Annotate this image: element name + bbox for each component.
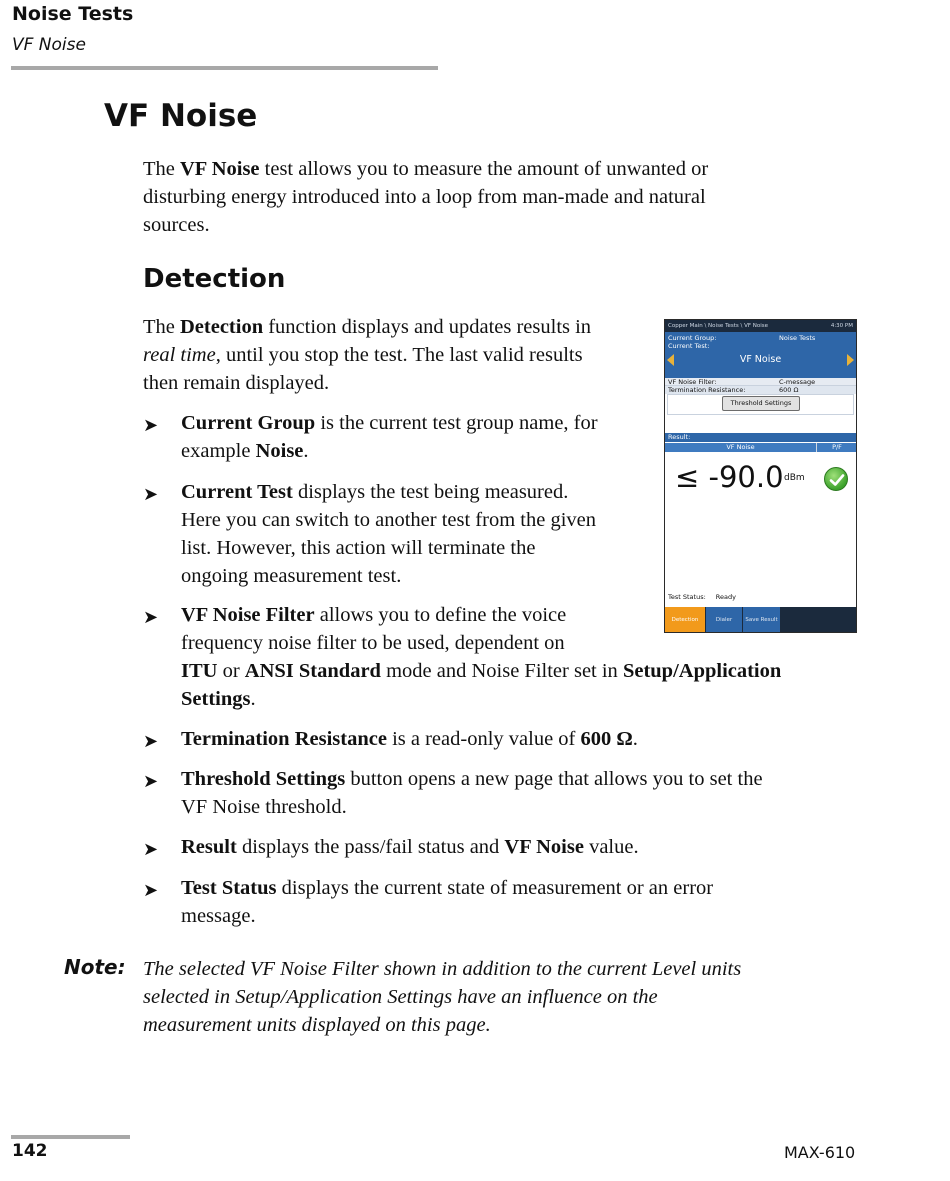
chapter-title: Noise Tests: [12, 3, 134, 25]
page-heading: VF Noise: [104, 98, 258, 134]
page-number: 142: [12, 1141, 48, 1161]
bullet-arrow-icon: ➤: [143, 731, 159, 751]
termination-label: Termination Resistance:: [668, 386, 746, 394]
device-tab-bar: [665, 607, 856, 633]
device-screenshot: [664, 319, 857, 633]
bullet-arrow-icon: ➤: [143, 415, 159, 435]
footer-rule: [11, 1135, 130, 1139]
filter-row: [665, 378, 856, 386]
current-test-selector[interactable]: [665, 351, 856, 369]
bullet-arrow-icon: ➤: [143, 484, 159, 504]
filter-value: C-message: [779, 378, 816, 386]
tab-dialer[interactable]: Dialer: [705, 607, 742, 633]
bullet-arrow-icon: ➤: [143, 839, 159, 859]
test-status-label: Test Status:: [668, 593, 706, 601]
threshold-settings-button[interactable]: Threshold Settings: [722, 396, 800, 411]
termination-value: 600 Ω: [779, 386, 799, 394]
current-group-label: Current Group:: [668, 334, 717, 342]
bullet-arrow-icon: ➤: [143, 880, 159, 900]
pass-check-icon: [824, 467, 848, 491]
detection-paragraph: The Detection function displays and updates results in real time, until you stop the test. The last valid results then remain displayed.: [143, 316, 592, 394]
col-pf: P/F: [832, 443, 842, 451]
result-columns: [665, 443, 856, 452]
device-current-group-row: [668, 334, 856, 342]
test-status-value: Ready: [715, 593, 736, 601]
device-status-bar: [665, 320, 856, 332]
note-text: The selected VF Noise Filter shown in addition to the current Level units selected in Setup/Application Settings have an influence on the measurement units displayed on this page.: [143, 958, 742, 1036]
tab-save-result[interactable]: Save Result: [742, 607, 780, 633]
device-header-panel: [665, 332, 856, 378]
col-vf-noise: VF Noise: [665, 443, 817, 452]
note-label: Note:: [64, 955, 126, 979]
current-test-label: Current Test:: [668, 342, 710, 350]
header-rule: [11, 66, 438, 70]
bullet-arrow-icon: ➤: [143, 607, 159, 627]
section-subtitle: VF Noise: [12, 35, 86, 55]
bullet-arrow-icon: ➤: [143, 771, 159, 791]
product-model: MAX-610: [784, 1143, 856, 1162]
vf-noise-unit: dBm: [784, 473, 805, 483]
next-test-arrow-icon[interactable]: [847, 354, 854, 366]
test-status-row: [668, 593, 736, 601]
detection-heading: Detection: [143, 264, 286, 294]
current-test-value: VF Noise: [739, 354, 782, 365]
tab-detection[interactable]: Detection: [665, 607, 705, 633]
device-breadcrumb: Copper Main \ Noise Tests \ VF Noise: [668, 323, 769, 329]
current-group-value: Noise Tests: [779, 334, 816, 342]
intro-paragraph: The VF Noise test allows you to measure the amount of unwanted or disturbing energy introduced into a loop from man-made and natural sources.: [143, 158, 709, 236]
vf-noise-value: ≤ -90.0: [675, 460, 784, 494]
result-label: Result:: [665, 433, 856, 442]
termination-row: [665, 386, 856, 394]
filter-label: VF Noise Filter:: [668, 378, 717, 386]
device-clock: 4:30 PM: [830, 323, 853, 329]
